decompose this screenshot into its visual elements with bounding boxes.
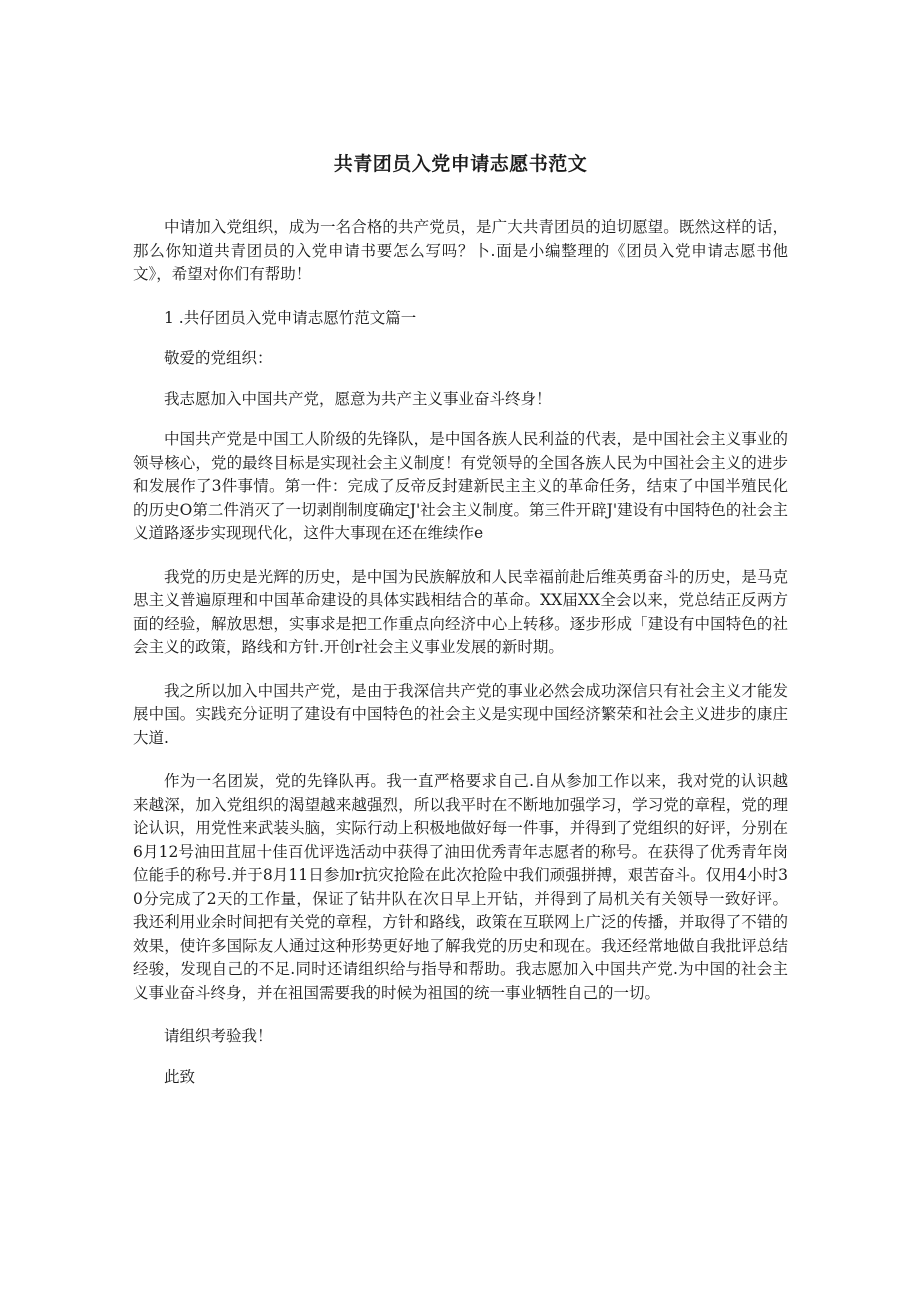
closing-salutation: 此致 bbox=[164, 1067, 196, 1086]
section-heading: 1 .共仔团员入党申请志愿竹范文篇一 bbox=[164, 308, 417, 327]
document-page bbox=[133, 150, 788, 1106]
intro-paragraph: 中请加入党组织，成为一名合格的共产党员，是广大共青团员的迫切愿望。既然这样的话，那么你知道共青团员的入党申请书要怎么写吗？卜.面是小编整理的《团员入党申请志愿书他文》，希望对你们有帮助！ bbox=[133, 218, 788, 283]
body-paragraph-1: 我志愿加入中国共产党，愿意为共产主义事业奋斗终身！ bbox=[164, 389, 552, 408]
document-title: 共青团员入党申请志愿书范文 bbox=[333, 153, 588, 175]
salutation: 敬爱的党组织： bbox=[164, 349, 273, 367]
body-paragraph-5: 作为一名团炭，党的先锋队再。我一直严格要求自己.自从参加工作以来，我对党的认识越来越深，加入党组织的渴望越来越强烈，所以我平时在不断地加强学习，学习党的章程，党的理论认识，用党性来武装头脑，实际行动上积极地做好每一件事，并得到了党组织的好评，分别在6月12号油田苴屈十佳百优评选活动中获得了油田优秀青年志愿者的称号。在获得了优秀青年岗位能手的称号.并于8月11日参加r抗灾抢险在此次抢险中我们顽强拼搏，艰苦奋斗。仅用4小时30分完成了2天的工作量，保证了钻井队在次日早上开钻，并得到了局机关有关领导一致好评。我还利用业余时间把有关党的章程，方针和路线，政策在互联网上广泛的传播，并取得了不错的效果，使许多国际友人通过这种形势更好地了解我党的历史和现在。我还经常地做自我批评总结经骏，发现自己的不足.同时还请组织给与指导和帮助。我志愿加入中国共产党.为中国的社会主义事业奋斗终身，并在祖国需要我的时候为祖国的统一事业牺牲自己的一切。 bbox=[133, 772, 788, 1002]
body-paragraph-2: 中国共产党是中国工人阶级的先锋队，是中国各族人民利益的代表，是中国社会主义事业的领导核心，党的最终目标是实现社会主义制度！有党领导的全国各族人民为中国社会主义的进步和发展作了3件事情。第一件：完成了反帝反封建新民主主义的革命任务，结束了中国半殖民化的历史O第二件消灭了一切剥削制度确定J'社会主义制度。第三件开辟J'建设有中国特色的社会主义道路逐步实现现代化，这件大事现在还在维续作e bbox=[133, 430, 788, 542]
body-paragraph-4: 我之所以加入中国共产党，是由于我深信共产党的事业必然会成功深信只有社会主义才能发展中国。实践充分证明了建设有中国特色的社会主义是实现中国经济繁荣和社会主义进步的康庄大道. bbox=[133, 681, 788, 747]
closing-request: 请组织考验我！ bbox=[164, 1027, 273, 1045]
body-paragraph-3: 我党的历史是光辉的历史，是中国为民族解放和人民幸福前赴后维英勇奋斗的历史，是马克思主义普遍原理和中国革命建设的具体实践相结合的革命。XX届XX全会以来，党总结正反两方面的经验，解放思想，实事求是把工作重点向经济中心上转移。逐步形成「建设有中国特色的社会主义的政策，路线和方针.开创r社会主义事业发展的新时期。 bbox=[133, 567, 788, 656]
